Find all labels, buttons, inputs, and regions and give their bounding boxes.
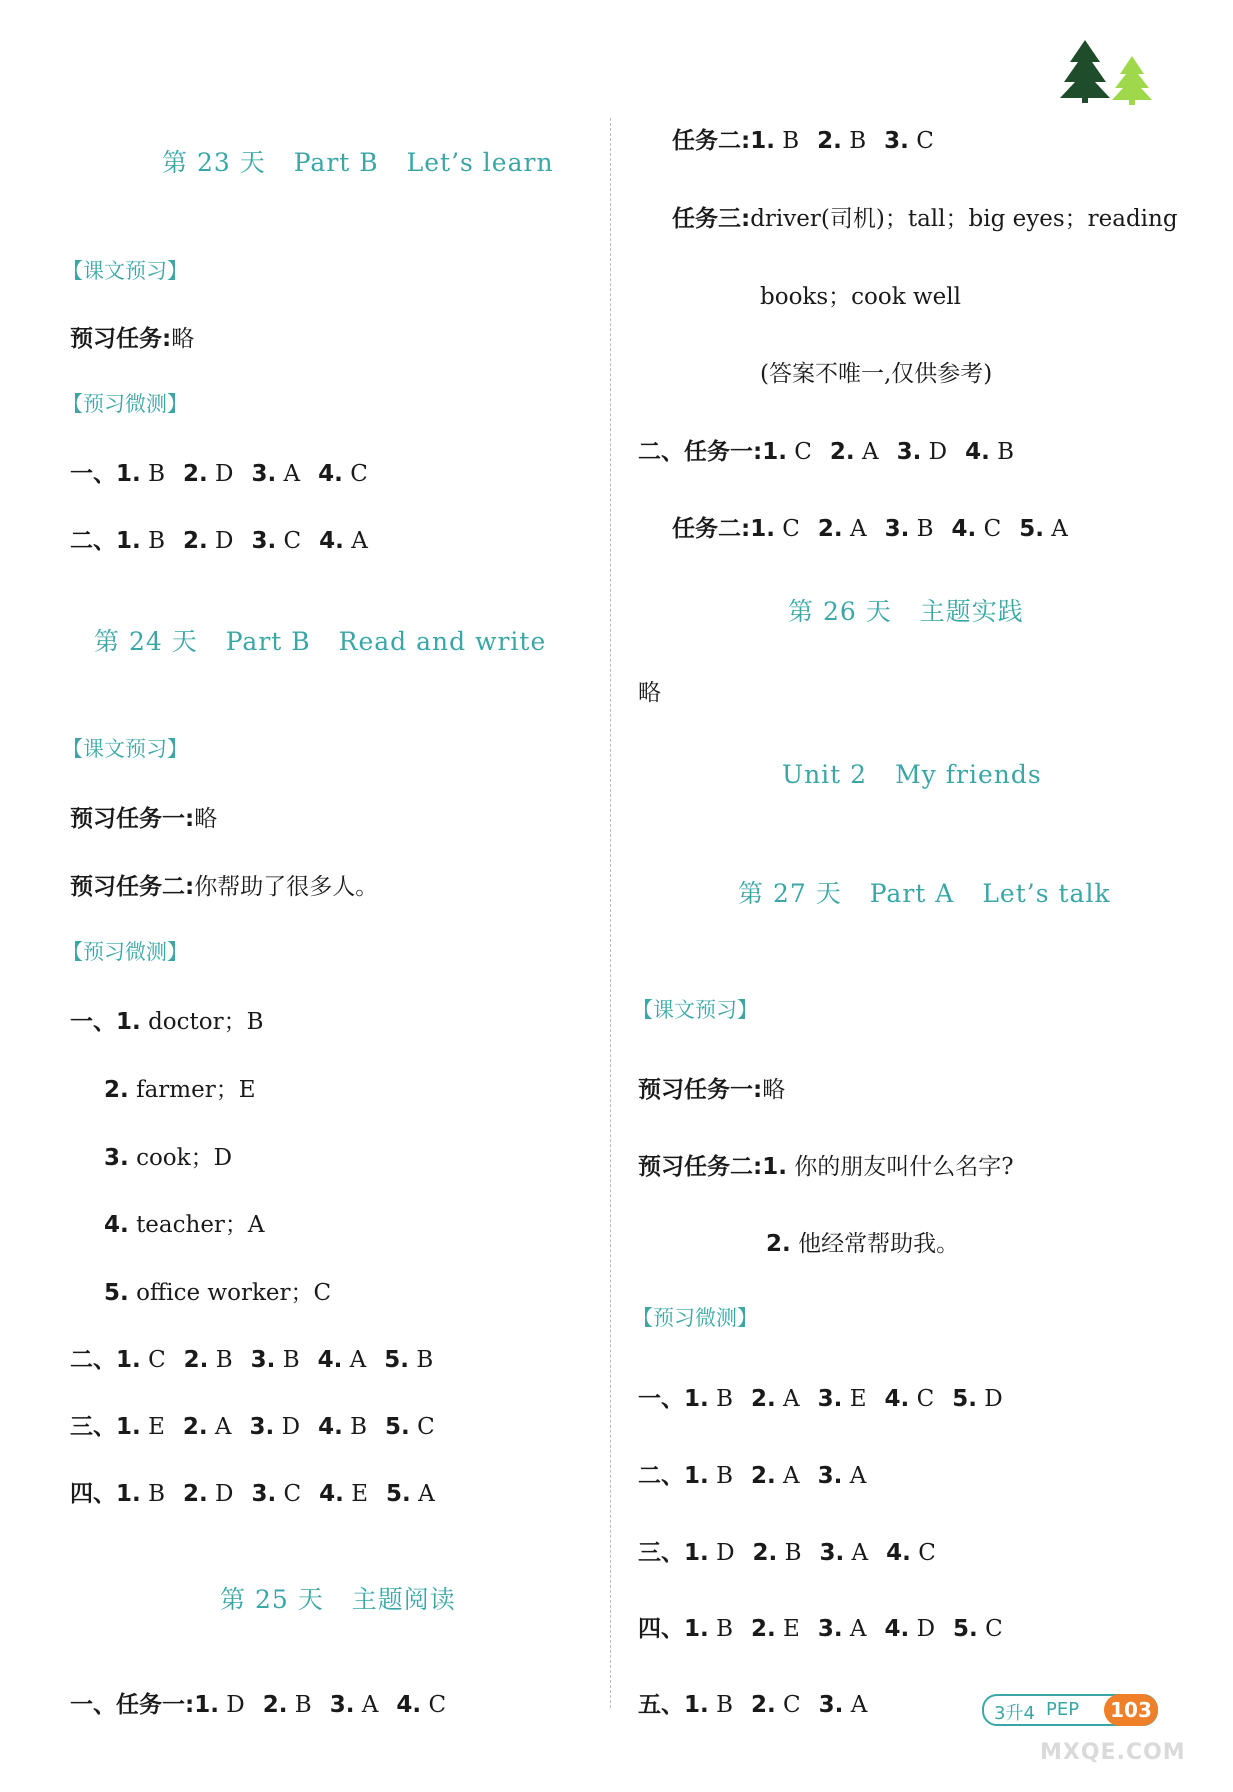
answer-row: 二、1. B 2. D 3. C 4. A [70,528,368,554]
test-tag: 【预习微测】 [62,392,188,416]
section-title: Let’s talk [982,879,1111,908]
answer-row: 一、1. doctor；B [70,1009,264,1035]
page-badge [982,1694,1158,1726]
answer-row: 4. teacher；A [104,1212,265,1238]
day26-answer: 略 [638,680,661,706]
answer-row: 二、1. C 2. B 3. B 4. A 5. B [70,1347,434,1373]
answer-row: 五、1. B 2. C 3. A [638,1692,868,1718]
part-label: Part B [225,627,311,656]
answer-row: 一、1. B 2. A 3. E 4. C 5. D [638,1386,1003,1412]
answer-row: 四、1. B 2. E 3. A 4. D 5. C [638,1616,1003,1642]
part-label: Part A [869,879,955,908]
preview-tag: 【课文预习】 [62,259,188,283]
task3-line: 任务三:driver(司机)；tall；big eyes；reading [672,206,1178,232]
answer-row: 二、任务一:1. C 2. A 3. D 4. B [638,439,1015,465]
day-label: 第 27 天 [738,879,842,908]
answer-row: 5. office worker；C [104,1280,332,1306]
preview-task-continued: 2. 他经常帮助我。 [766,1231,960,1257]
edition-label: PEP [1046,1699,1080,1720]
column-divider [610,118,611,1708]
answer-row: 一、任务一:1. D 2. B 3. A 4. C [70,1692,447,1718]
watermark-text: MXQE.COM [1040,1740,1186,1765]
answer-row: 三、1. D 2. B 3. A 4. C [638,1540,936,1566]
day-label: 第 24 天 [94,627,198,656]
day27-heading [738,874,1111,910]
answer-row: 一、1. B 2. D 3. A 4. C [70,461,368,487]
question-prefix: 二、 [70,528,116,554]
pine-tree-light-icon [1110,54,1154,106]
grade-label: 3升4 [994,1703,1035,1724]
answer-row: 2. farmer；E [104,1077,256,1103]
unit-title: My friends [895,760,1042,789]
test-tag: 【预习微测】 [632,1306,758,1330]
section-title: Read and write [338,627,547,656]
preview-tag: 【课文预习】 [62,737,188,761]
day26-heading [788,592,1024,628]
answer-row: 二、1. B 2. A 3. A [638,1463,867,1489]
answer-row: 四、1. B 2. D 3. C 4. E 5. A [70,1481,435,1507]
question-prefix: 一、 [70,461,116,487]
section-title: 主题实践 [919,597,1024,626]
preview-task [70,320,194,353]
task-value: 略 [171,326,195,352]
section-title: Let’s learn [406,148,554,177]
day-label: 第 25 天 [220,1585,324,1614]
part-label: Part B [293,148,379,177]
answer-row: 3. cook；D [104,1145,233,1171]
page-number: 103 [1104,1694,1158,1726]
answer-row: 任务二:1. B 2. B 3. C [672,128,934,154]
day24-heading [94,622,546,658]
task3-line-continued: books；cook well [760,284,961,310]
preview-task: 预习任务二:1. 你的朋友叫什么名字? [638,1154,1014,1180]
task-label: 预习任务: [70,326,172,352]
preview-tag: 【课文预习】 [632,998,758,1022]
section-title: 主题阅读 [351,1585,456,1614]
day-label: 第 23 天 [162,148,266,177]
pine-tree-dark-icon [1058,38,1112,104]
preview-task: 预习任务一:略 [638,1077,786,1103]
unit2-heading [782,760,1042,789]
unit-label: Unit 2 [782,760,868,789]
answer-row: 三、1. E 2. A 3. D 4. B 5. C [70,1414,435,1440]
answer-note: (答案不唯一,仅供参考) [760,361,993,387]
day-label: 第 26 天 [788,597,892,626]
test-tag: 【预习微测】 [62,940,188,964]
answer-row: 任务二:1. C 2. A 3. B 4. C 5. A [672,516,1068,542]
day25-heading [220,1580,456,1616]
preview-task: 预习任务一:略 [70,806,218,832]
preview-task: 预习任务二:你帮助了很多人。 [70,874,379,900]
day23-heading [162,143,554,179]
